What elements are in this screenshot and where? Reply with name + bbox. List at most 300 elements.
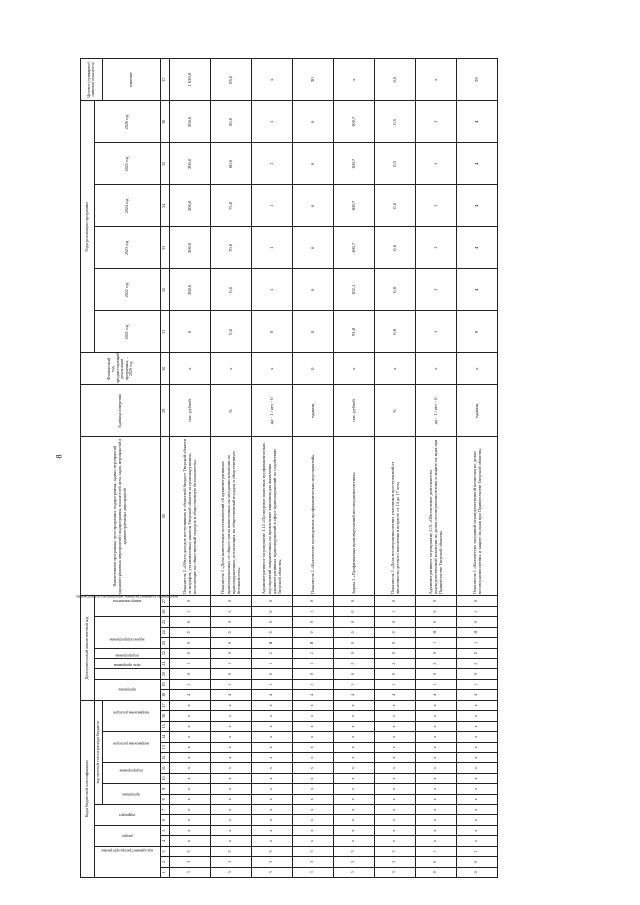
column-number-cell: 25 bbox=[160, 617, 169, 627]
code-cell: 3 bbox=[374, 857, 415, 867]
code-cell: 0 bbox=[292, 596, 333, 607]
code-cell: х bbox=[456, 825, 497, 835]
row-name-cell: Показатель 1 «Доля несовершеннолетних участников преступлений от численности детского населения в возрасте от 14 до 17 лет» bbox=[374, 437, 415, 596]
code-cell: 1 bbox=[415, 846, 456, 856]
code-cell: х bbox=[374, 763, 415, 773]
code-cell: х bbox=[251, 721, 292, 731]
year-value-cell: 0,9 bbox=[374, 311, 415, 353]
code-cell: х bbox=[251, 773, 292, 783]
year-value-cell: 6 bbox=[292, 101, 333, 143]
unit-cell: % bbox=[210, 385, 251, 437]
year-value-cell: 6 bbox=[292, 227, 333, 269]
code-cell: х bbox=[333, 815, 374, 825]
code-cell: 4 bbox=[251, 690, 292, 700]
target-value-header: значение bbox=[102, 59, 160, 101]
code-cell: х bbox=[169, 784, 210, 794]
code-cell: х bbox=[292, 763, 333, 773]
code-cell: 1 bbox=[169, 606, 210, 616]
code-cell: х bbox=[292, 773, 333, 783]
row-name-cell: Показатель 2 «Объем доходов поступивших в областной бюджет Тверской области от штрафов, установленных законом Тверской области за правонарушения, посягающие на общественный порядок и общественную безопасность» bbox=[169, 437, 210, 596]
target-value-cell: 29 bbox=[456, 59, 497, 101]
code-cell: х bbox=[169, 700, 210, 711]
code-cell: 0 bbox=[456, 857, 497, 867]
expense-code-header: код целевой статьи расхода бюджета bbox=[95, 700, 103, 804]
code-cell: 1 bbox=[456, 846, 497, 856]
column-number-cell: 36 bbox=[160, 101, 169, 143]
code-cell: х bbox=[292, 742, 333, 752]
code-cell: 0 bbox=[415, 867, 456, 877]
code-cell: 4 bbox=[210, 690, 251, 700]
code-cell: х bbox=[456, 711, 497, 721]
code-cell: х bbox=[292, 815, 333, 825]
code-cell: 0 bbox=[374, 617, 415, 627]
code-cell: х bbox=[251, 836, 292, 846]
code-cell: х bbox=[415, 763, 456, 773]
code-cell: х bbox=[374, 752, 415, 762]
code-cell: 3 bbox=[374, 867, 415, 877]
code-cell: х bbox=[456, 700, 497, 711]
year-value-cell: 4 bbox=[456, 269, 497, 311]
code-cell: 1 bbox=[169, 679, 210, 689]
year-2026-header: 2026 год bbox=[95, 101, 161, 143]
year-value-cell: 0,5 bbox=[374, 143, 415, 185]
code-cell: 0 bbox=[251, 669, 292, 679]
code-cell: х bbox=[456, 836, 497, 846]
target-value-cell: 0,5 bbox=[374, 59, 415, 101]
year-value-cell: 0 bbox=[251, 311, 292, 353]
code-cell: Я bbox=[292, 638, 333, 648]
code-cell: х bbox=[251, 752, 292, 762]
code-cell: 0 bbox=[333, 617, 374, 627]
code-cell: х bbox=[456, 732, 497, 742]
code-cell: х bbox=[415, 805, 456, 815]
code-cell: 0 bbox=[333, 627, 374, 637]
code-cell: х bbox=[292, 700, 333, 711]
code-cell: 2 bbox=[292, 648, 333, 658]
code-cell: х bbox=[251, 700, 292, 711]
code-cell: х bbox=[456, 784, 497, 794]
table-row bbox=[415, 59, 456, 878]
code-cell: 2 bbox=[415, 658, 456, 668]
code-cell: х bbox=[210, 711, 251, 721]
code-cell: х bbox=[374, 784, 415, 794]
code-cell: х bbox=[210, 732, 251, 742]
year-value-cell: 0,8 bbox=[374, 269, 415, 311]
column-number-cell: 22 bbox=[160, 648, 169, 658]
code-cell: 3 bbox=[210, 867, 251, 877]
analytic-code-header: Дополнительный аналитический код bbox=[81, 596, 95, 700]
column-number-cell: 33 bbox=[160, 227, 169, 269]
code-cell: х bbox=[169, 752, 210, 762]
year-value-cell: 1 bbox=[251, 101, 292, 143]
code-cell: х bbox=[456, 721, 497, 731]
code-cell: х bbox=[415, 815, 456, 825]
code-cell: х bbox=[169, 825, 210, 835]
table-row bbox=[169, 59, 210, 878]
code-cell: 0 bbox=[456, 596, 497, 607]
code-cell: 4 bbox=[374, 690, 415, 700]
code-cell: х bbox=[210, 700, 251, 711]
year-value-cell: 1 bbox=[415, 311, 456, 353]
unit-cell: % bbox=[374, 385, 415, 437]
code-cell: х bbox=[169, 711, 210, 721]
year-value-cell: 0,5 bbox=[374, 101, 415, 143]
year-value-cell: 208,0 bbox=[169, 269, 210, 311]
code-cell: 0 bbox=[169, 648, 210, 658]
code-cell: 3 bbox=[169, 867, 210, 877]
column-number-cell: 1 bbox=[160, 867, 169, 877]
code-cell: х bbox=[415, 742, 456, 752]
year-value-cell: 100,7 bbox=[333, 185, 374, 227]
code-cell: 0 bbox=[415, 596, 456, 607]
finance-cell: х bbox=[333, 353, 374, 385]
column-number-cell: 21 bbox=[160, 658, 169, 668]
code-cell: 0 bbox=[415, 648, 456, 658]
code-cell: х bbox=[292, 732, 333, 742]
code-cell: х bbox=[251, 763, 292, 773]
code-cell: х bbox=[456, 815, 497, 825]
code-cell: 2 bbox=[333, 658, 374, 668]
code-cell: 4 bbox=[333, 690, 374, 700]
code-cell: х bbox=[210, 784, 251, 794]
column-number-cell: 20 bbox=[160, 669, 169, 679]
column-number-cell: 8 bbox=[160, 794, 169, 804]
code-cell: х bbox=[333, 700, 374, 711]
program-code-header: программа bbox=[95, 679, 161, 700]
year-value-cell: 6 bbox=[292, 143, 333, 185]
code-cell: х bbox=[210, 763, 251, 773]
code-cell: 1 bbox=[251, 679, 292, 689]
code-cell: х bbox=[374, 836, 415, 846]
code-cell: х bbox=[292, 752, 333, 762]
code-cell: х bbox=[210, 805, 251, 815]
year-value-cell: 6 bbox=[292, 185, 333, 227]
code-cell: 5 bbox=[251, 846, 292, 856]
year-value-cell: 75,0 bbox=[210, 185, 251, 227]
code-cell: Я bbox=[456, 627, 497, 637]
year-value-cell: 91,8 bbox=[333, 311, 374, 353]
code-cell: х bbox=[415, 794, 456, 804]
code-cell: 0 bbox=[415, 617, 456, 627]
year-2021-header: 2021 год bbox=[95, 311, 161, 353]
expense-dir-subheader: направление расходов bbox=[102, 700, 160, 731]
code-cell: 2 bbox=[456, 658, 497, 668]
subsection-header: подраздел bbox=[95, 805, 161, 826]
code-cell: 4 bbox=[415, 690, 456, 700]
code-cell: х bbox=[333, 836, 374, 846]
column-number-cell: 16 bbox=[160, 711, 169, 721]
code-cell: х bbox=[456, 805, 497, 815]
column-number-cell: 6 bbox=[160, 815, 169, 825]
code-cell: 3 bbox=[333, 857, 374, 867]
column-number-cell: 27 bbox=[160, 596, 169, 607]
row-name-cell: Показатель 1 «Количество проведенных профилактических мероприятий» bbox=[292, 437, 333, 596]
code-cell: 0 bbox=[292, 669, 333, 679]
code-cell: 3 bbox=[251, 867, 292, 877]
code-cell: 4 bbox=[292, 690, 333, 700]
code-cell: 0 bbox=[210, 627, 251, 637]
year-value-cell: 1 bbox=[251, 227, 292, 269]
code-cell: 0 bbox=[456, 867, 497, 877]
code-cell: х bbox=[210, 721, 251, 731]
code-cell: х bbox=[292, 836, 333, 846]
code-cell: х bbox=[333, 794, 374, 804]
code-cell: х bbox=[210, 752, 251, 762]
code-cell: 0 bbox=[210, 648, 251, 658]
code-cell: 0 bbox=[292, 617, 333, 627]
code-cell: х bbox=[415, 836, 456, 846]
year-2022-header: 2022 год bbox=[95, 269, 161, 311]
code-cell: х bbox=[169, 732, 210, 742]
column-number-cell: 28 bbox=[160, 437, 169, 596]
indicator-code-header: номер показателя bbox=[95, 596, 161, 617]
code-cell: х bbox=[456, 773, 497, 783]
code-cell: 0 bbox=[333, 606, 374, 616]
code-cell: 1 bbox=[292, 658, 333, 668]
column-number-cell: 18 bbox=[160, 690, 169, 700]
code-cell: х bbox=[169, 815, 210, 825]
code-cell: 1 bbox=[210, 679, 251, 689]
code-cell: 3 bbox=[333, 867, 374, 877]
year-value-cell: 0 bbox=[169, 311, 210, 353]
code-cell: х bbox=[456, 794, 497, 804]
unit-column-header: Единица измерения bbox=[81, 385, 161, 437]
section-header: раздел bbox=[95, 825, 161, 846]
code-cell: х bbox=[415, 773, 456, 783]
column-number-cell: 31 bbox=[160, 311, 169, 353]
code-cell: 2 bbox=[374, 658, 415, 668]
code-cell: х bbox=[210, 815, 251, 825]
column-number-cell: 15 bbox=[160, 721, 169, 731]
unit-cell: тыс. рублей bbox=[169, 385, 210, 437]
code-cell: 0 bbox=[210, 669, 251, 679]
code-cell: х bbox=[169, 742, 210, 752]
code-cell: 2 bbox=[251, 648, 292, 658]
code-cell: х bbox=[292, 794, 333, 804]
code-cell: х bbox=[333, 742, 374, 752]
code-cell: х bbox=[210, 836, 251, 846]
code-cell: х bbox=[292, 721, 333, 731]
code-cell: х bbox=[333, 732, 374, 742]
code-cell: х bbox=[251, 794, 292, 804]
code-cell: 5 bbox=[374, 846, 415, 856]
code-cell: х bbox=[374, 794, 415, 804]
code-cell: 0 bbox=[374, 627, 415, 637]
year-value-cell: 1 bbox=[415, 101, 456, 143]
code-cell: х bbox=[333, 752, 374, 762]
code-cell: х bbox=[251, 711, 292, 721]
year-value-cell: 6 bbox=[292, 269, 333, 311]
task-code-header: задача подпрограммы bbox=[95, 648, 161, 658]
code-cell: 0 bbox=[169, 617, 210, 627]
code-cell: Я bbox=[251, 638, 292, 648]
column-number-cell: 7 bbox=[160, 805, 169, 815]
code-cell: 0 bbox=[251, 606, 292, 616]
code-cell: 0 bbox=[292, 627, 333, 637]
column-number-cell: 2 bbox=[160, 857, 169, 867]
year-value-cell: 206,0 bbox=[169, 101, 210, 143]
code-cell: 5 bbox=[292, 846, 333, 856]
code-cell: 0 bbox=[415, 606, 456, 616]
code-cell: х bbox=[333, 773, 374, 783]
code-cell: 0 bbox=[374, 669, 415, 679]
code-cell: х bbox=[333, 805, 374, 815]
year-value-cell: 206,0 bbox=[169, 185, 210, 227]
year-value-cell: 0,6 bbox=[374, 185, 415, 227]
target-value-cell: 85,0 bbox=[210, 59, 251, 101]
code-cell: 3 bbox=[292, 867, 333, 877]
year-value-cell: 4 bbox=[456, 143, 497, 185]
measure-code-header: мероприятие (административное мероприятие) подпрограммы bbox=[95, 617, 161, 648]
table-row bbox=[456, 59, 497, 878]
code-cell: х bbox=[251, 784, 292, 794]
column-number-cell: 4 bbox=[160, 836, 169, 846]
code-cell: 0 bbox=[415, 857, 456, 867]
code-cell: х bbox=[456, 763, 497, 773]
code-cell: х bbox=[374, 711, 415, 721]
column-number-cell: 23 bbox=[160, 638, 169, 648]
subprogram-subheader: подпрограмма bbox=[102, 763, 160, 784]
code-cell: х bbox=[333, 711, 374, 721]
year-value-cell: 85,0 bbox=[210, 101, 251, 143]
table-row bbox=[251, 59, 292, 878]
year-value-cell: 4 bbox=[456, 227, 497, 269]
code-cell: 1 bbox=[169, 658, 210, 668]
code-cell: х bbox=[374, 805, 415, 815]
column-number-cell: 26 bbox=[160, 606, 169, 616]
column-number-cell: 14 bbox=[160, 732, 169, 742]
year-value-cell: 0,6 bbox=[374, 227, 415, 269]
year-value-cell: 100,7 bbox=[333, 143, 374, 185]
code-cell: 1 bbox=[292, 679, 333, 689]
code-cell: 1 bbox=[456, 638, 497, 648]
code-cell: 1 bbox=[415, 679, 456, 689]
year-value-cell: 1 bbox=[251, 143, 292, 185]
code-cell: 0 bbox=[169, 627, 210, 637]
code-cell: х bbox=[415, 721, 456, 731]
code-cell: 0 bbox=[333, 596, 374, 607]
unit-cell: да - 1 / нет - 0 bbox=[251, 385, 292, 437]
year-value-cell: 9 bbox=[456, 311, 497, 353]
code-cell: х bbox=[251, 815, 292, 825]
code-cell: 0 bbox=[251, 627, 292, 637]
column-number-row bbox=[160, 59, 169, 878]
code-cell: 0 bbox=[456, 669, 497, 679]
column-number-cell: 19 bbox=[160, 679, 169, 689]
column-number-cell: 17 bbox=[160, 700, 169, 711]
code-cell: х bbox=[292, 711, 333, 721]
code-cell: х bbox=[415, 752, 456, 762]
code-cell: х bbox=[169, 773, 210, 783]
year-value-cell: 206,0 bbox=[169, 227, 210, 269]
subprogram-code-header: подпрограмма bbox=[95, 658, 161, 668]
name-column-header: Наименование программы, цели программы, подпрограммы, задачи, мероприятий (административных мероприятий) подпрограммы, показателей цели, задач, мероприятий и административных мероприятий bbox=[81, 437, 161, 596]
code-cell: 1 bbox=[456, 606, 497, 616]
years-group-header: Годы реализации программы bbox=[81, 101, 95, 353]
column-number-cell: 11 bbox=[160, 763, 169, 773]
code-cell: 1 bbox=[210, 658, 251, 668]
year-value-cell: 1 bbox=[415, 227, 456, 269]
code-cell: 4 bbox=[169, 690, 210, 700]
code-cell: х bbox=[456, 752, 497, 762]
year-value-cell: 100,7 bbox=[333, 227, 374, 269]
code-cell: 0 bbox=[333, 648, 374, 658]
code-cell: 1 bbox=[374, 606, 415, 616]
code-cell: х bbox=[374, 815, 415, 825]
code-cell: х bbox=[251, 732, 292, 742]
table-body bbox=[169, 59, 497, 878]
column-number-cell: 37 bbox=[160, 59, 169, 101]
code-cell: 3 bbox=[169, 857, 210, 867]
code-cell: х bbox=[374, 825, 415, 835]
code-cell: х bbox=[210, 794, 251, 804]
code-cell: 0 bbox=[210, 617, 251, 627]
column-number-cell: 5 bbox=[160, 825, 169, 835]
code-cell: 3 bbox=[251, 857, 292, 867]
code-cell: 0 bbox=[169, 669, 210, 679]
year-value-cell: 206,0 bbox=[169, 143, 210, 185]
code-cell: х bbox=[210, 742, 251, 752]
unit-cell: да - 1 / нет - 0 bbox=[415, 385, 456, 437]
year-value-cell: 1 bbox=[251, 185, 292, 227]
year-value-cell: 4 bbox=[456, 101, 497, 143]
code-cell: 0 bbox=[374, 638, 415, 648]
code-cell: х bbox=[374, 700, 415, 711]
table-row bbox=[210, 59, 251, 878]
code-cell: х bbox=[251, 742, 292, 752]
column-number-cell: 34 bbox=[160, 185, 169, 227]
code-cell: 0 bbox=[456, 617, 497, 627]
code-cell: х bbox=[169, 763, 210, 773]
column-number-cell: 24 bbox=[160, 627, 169, 637]
target-value-cell: х bbox=[251, 59, 292, 101]
code-cell: 4 bbox=[456, 690, 497, 700]
program-subheader: программа bbox=[102, 784, 160, 805]
code-cell: 2 bbox=[210, 606, 251, 616]
table-row bbox=[292, 59, 333, 878]
code-cell: х bbox=[415, 825, 456, 835]
year-value-cell: 1 bbox=[415, 185, 456, 227]
code-cell: 0 bbox=[251, 617, 292, 627]
code-cell: 0 bbox=[251, 596, 292, 607]
program-table bbox=[76, 58, 498, 878]
code-cell: х bbox=[415, 784, 456, 794]
unit-cell: единиц bbox=[456, 385, 497, 437]
code-cell: 0 bbox=[333, 669, 374, 679]
rotated-table-container bbox=[76, 58, 532, 878]
code-cell: х bbox=[333, 721, 374, 731]
year-value-cell: 0,0 bbox=[210, 269, 251, 311]
code-cell: х bbox=[169, 721, 210, 731]
finance-cell: х bbox=[415, 353, 456, 385]
year-2024-header: 2024 год bbox=[95, 185, 161, 227]
code-cell: х bbox=[169, 836, 210, 846]
code-cell: х bbox=[415, 732, 456, 742]
row-name-cell: Показатель 3 «Доля вынесенных постановлений об административных правонарушениях от общего числа вынесенных на заседании комиссии по правонарушениям, посягающих на общественный порядок и общественную безопасность» bbox=[210, 437, 251, 596]
column-number-cell: 29 bbox=[160, 385, 169, 437]
code-cell: х bbox=[210, 773, 251, 783]
code-cell: 0 bbox=[210, 638, 251, 648]
row-name-cell: Административное мероприятие 2.01 «Обеспечение деятельности межведомственной комиссии по делам несовершеннолетних и защите их прав при Правительстве Тверской области» bbox=[415, 437, 456, 596]
finance-column-header: Финансовый год, предшествующий реализации программы, – 2020 год bbox=[81, 353, 161, 385]
finance-cell: х bbox=[169, 353, 210, 385]
code-cell: х bbox=[251, 825, 292, 835]
code-cell: х bbox=[333, 763, 374, 773]
code-cell: х bbox=[292, 805, 333, 815]
code-cell: 0 bbox=[415, 669, 456, 679]
finance-cell: х bbox=[210, 353, 251, 385]
target-column-header: Целевое (суммарное) значение показателя bbox=[81, 59, 103, 101]
